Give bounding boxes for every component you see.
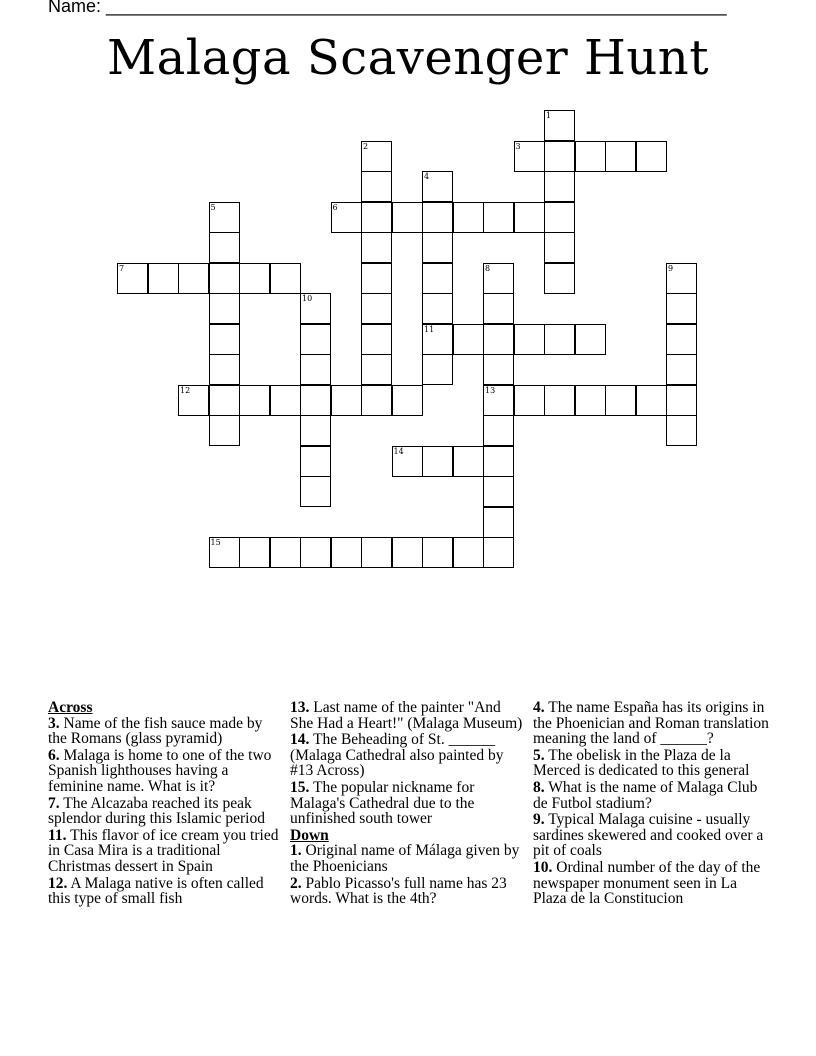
crossword-cell[interactable]: [361, 141, 392, 172]
clue-item: [290, 843, 526, 874]
clue-text: The popular nickname for Malaga's Cathedral due to the unfinished south tower: [290, 778, 475, 828]
crossword-cell[interactable]: [483, 415, 514, 446]
clue-number-label: 15.: [290, 778, 310, 796]
crossword-cell[interactable]: [514, 141, 545, 172]
clue-number-label: 1.: [290, 842, 302, 860]
crossword-cell[interactable]: [453, 446, 484, 477]
crossword-cell[interactable]: [422, 232, 453, 263]
crossword-cell[interactable]: [666, 293, 697, 324]
clue-text: What is the name of Malaga Club de Futbol stadium?: [533, 778, 758, 812]
crossword-cell[interactable]: [514, 324, 545, 355]
clue-number-label: 4.: [533, 699, 545, 716]
crossword-cell[interactable]: [239, 263, 270, 294]
name-field-label: Name: ______________________________________________________________: [48, 0, 727, 16]
crossword-cell[interactable]: [666, 354, 697, 385]
clue-item: [533, 700, 769, 747]
crossword-cell[interactable]: [148, 263, 179, 294]
crossword-cell[interactable]: [666, 263, 697, 294]
clue-number: 8: [485, 263, 491, 273]
clue-item: [533, 812, 769, 859]
clue-number-label: 13.: [290, 699, 310, 716]
crossword-cell[interactable]: [544, 324, 575, 355]
crossword-cell[interactable]: [483, 354, 514, 385]
crossword-cell[interactable]: [300, 293, 331, 324]
clue-number: 10: [302, 294, 313, 303]
clue-number-label: 8.: [533, 778, 545, 796]
crossword-cell[interactable]: [544, 232, 575, 263]
crossword-cell[interactable]: [483, 507, 514, 538]
crossword-cell[interactable]: [483, 385, 514, 416]
crossword-cell[interactable]: [544, 385, 575, 416]
clue-text: The obelisk in the Plaza de la Merced is dedicated to this general: [533, 746, 750, 780]
crossword-cell[interactable]: [361, 354, 392, 385]
crossword-cell[interactable]: [453, 537, 484, 568]
clue-text: Typical Malaga cuisine - usually sardines skewered and cooked over a pit of coals: [533, 811, 764, 860]
crossword-cell[interactable]: [392, 385, 423, 416]
clue-text: Last name of the painter "And She Had a Heart!" (Malaga Museum): [290, 699, 523, 732]
clue-number: 3: [515, 141, 521, 151]
clue-number: 14: [393, 446, 404, 456]
crossword-cell[interactable]: [422, 293, 453, 324]
clue-text: Ordinal number of the day of the newspaper monument seen in La Plaza de la Constitucion: [533, 858, 761, 908]
clue-number-label: 3.: [48, 714, 60, 732]
crossword-cell[interactable]: [209, 385, 240, 416]
crossword-cell[interactable]: [575, 385, 606, 416]
crossword-cell[interactable]: [178, 263, 209, 294]
crossword-cell[interactable]: [270, 385, 301, 416]
clue-number: 4: [424, 172, 430, 181]
clue-column-3: [533, 700, 769, 908]
crossword-cell[interactable]: [331, 202, 362, 233]
crossword-cell[interactable]: [209, 354, 240, 385]
crossword-cell[interactable]: [544, 202, 575, 233]
crossword-cell[interactable]: [392, 446, 423, 477]
crossword-cell[interactable]: [544, 110, 575, 141]
crossword-cell[interactable]: [270, 263, 301, 294]
crossword-cell[interactable]: [422, 171, 453, 202]
crossword-cell[interactable]: [575, 141, 606, 172]
crossword-cell[interactable]: [209, 263, 240, 294]
crossword-cell[interactable]: [331, 385, 362, 416]
crossword-cell[interactable]: [209, 537, 240, 568]
clue-number: 11: [424, 324, 435, 334]
crossword-cell[interactable]: [666, 324, 697, 355]
crossword-cell[interactable]: [209, 293, 240, 324]
clue-number-label: 2.: [290, 874, 302, 892]
clue-text: Original name of Málaga given by the Phoenicians: [290, 842, 520, 875]
crossword-cell[interactable]: [544, 141, 575, 172]
crossword-cell[interactable]: [666, 385, 697, 416]
crossword-cell[interactable]: [361, 171, 392, 202]
crossword-cell[interactable]: [178, 385, 209, 416]
clue-text: Name of the fish sauce made by the Romans (glass pyramid): [48, 714, 263, 748]
crossword-cell[interactable]: [239, 385, 270, 416]
crossword-cell[interactable]: [300, 324, 331, 355]
clue-item: [290, 780, 526, 827]
clue-number: 13: [485, 385, 496, 395]
across-heading: Across: [48, 699, 93, 716]
clue-item: [48, 828, 284, 875]
crossword-cell[interactable]: [300, 446, 331, 477]
clue-item: [533, 860, 769, 907]
clue-item: [48, 748, 284, 795]
clue-number-label: 5.: [533, 746, 545, 764]
crossword-cell[interactable]: [361, 202, 392, 233]
crossword-cell[interactable]: [209, 232, 240, 263]
clue-text: This flavor of ice cream you tried in Casa Mira is a traditional Christmas dessert in Spain: [48, 826, 279, 875]
crossword-cell[interactable]: [483, 293, 514, 324]
crossword-cell[interactable]: [422, 324, 453, 355]
clue-number-label: 12.: [48, 874, 68, 892]
crossword-cell[interactable]: [331, 537, 362, 568]
clue-text: The Beheading of St. ______ (Malaga Cathedral also painted by #13 Across): [290, 731, 504, 780]
crossword-cell[interactable]: [636, 141, 667, 172]
crossword-cell[interactable]: [300, 537, 331, 568]
crossword-cell[interactable]: [361, 293, 392, 324]
crossword-cell[interactable]: [361, 263, 392, 294]
clue-number: 12: [180, 385, 191, 395]
crossword-cell[interactable]: [483, 202, 514, 233]
crossword-cell[interactable]: [209, 324, 240, 355]
clue-text: Pablo Picasso's full name has 23 words. What is the 4th?: [290, 874, 507, 908]
crossword-cell[interactable]: [361, 232, 392, 263]
crossword-cell[interactable]: [117, 263, 148, 294]
crossword-cell[interactable]: [453, 324, 484, 355]
clue-item: [48, 876, 284, 907]
clue-number: 1: [546, 111, 552, 120]
clue-text: A Malaga native is often called this type of small fish: [48, 874, 264, 908]
crossword-cell[interactable]: [300, 354, 331, 385]
crossword-cell[interactable]: [514, 385, 545, 416]
clue-number-label: 14.: [290, 731, 310, 749]
crossword-cell[interactable]: [544, 171, 575, 202]
crossword-cell[interactable]: [209, 415, 240, 446]
clue-number-label: 10.: [533, 858, 553, 876]
crossword-cell[interactable]: [666, 415, 697, 446]
crossword-cell[interactable]: [209, 202, 240, 233]
clue-number: 9: [668, 263, 674, 273]
clue-number-label: 9.: [533, 811, 545, 829]
clue-item: [290, 700, 526, 731]
crossword-cell[interactable]: [392, 537, 423, 568]
clue-number: 15: [210, 538, 221, 547]
crossword-cell[interactable]: [361, 324, 392, 355]
page-title: Malaga Scavenger Hunt: [107, 30, 709, 86]
crossword-cell[interactable]: [483, 446, 514, 477]
crossword-cell[interactable]: [483, 476, 514, 507]
clue-item: [290, 732, 526, 779]
clue-column-1: [48, 700, 284, 908]
crossword-cell[interactable]: [544, 263, 575, 294]
clue-item: [48, 796, 284, 827]
crossword-cell[interactable]: [239, 537, 270, 568]
clue-number-label: 7.: [48, 794, 60, 812]
crossword-cell[interactable]: [300, 476, 331, 507]
clue-text: The Alcazaba reached its peak splendor during this Islamic period: [48, 794, 265, 828]
crossword-cell[interactable]: [483, 537, 514, 568]
crossword-cell[interactable]: [483, 263, 514, 294]
crossword-cell[interactable]: [422, 446, 453, 477]
crossword-cell[interactable]: [453, 202, 484, 233]
clue-item: [533, 748, 769, 779]
clue-item: [48, 716, 284, 747]
clue-number: 5: [210, 202, 216, 212]
clue-item: [533, 780, 769, 811]
clue-number: 7: [119, 263, 125, 273]
crossword-cell[interactable]: [605, 385, 636, 416]
crossword-cell[interactable]: [422, 537, 453, 568]
crossword-cell[interactable]: [422, 202, 453, 233]
crossword-cell[interactable]: [575, 324, 606, 355]
clue-number-label: 11.: [48, 826, 67, 844]
clue-text: Malaga is home to one of the two Spanish lighthouses having a feminine name. What is it?: [48, 746, 272, 795]
clue-item: [290, 876, 526, 907]
crossword-cell[interactable]: [483, 324, 514, 355]
crossword-cell[interactable]: [422, 354, 453, 385]
clue-number: 6: [332, 202, 338, 212]
down-heading: Down: [290, 826, 329, 844]
crossword-cell[interactable]: [300, 415, 331, 446]
crossword-cell[interactable]: [300, 385, 331, 416]
crossword-cell[interactable]: [270, 537, 301, 568]
clue-column-2: [290, 700, 526, 908]
clue-text: The name España has its origins in the Phoenician and Roman translation meaning the land of ______?: [533, 699, 769, 748]
crossword-cell[interactable]: [605, 141, 636, 172]
crossword-cell[interactable]: [514, 202, 545, 233]
crossword-cell[interactable]: [422, 263, 453, 294]
clue-number: 2: [363, 141, 369, 151]
crossword-cell[interactable]: [392, 202, 423, 233]
clue-number-label: 6.: [48, 746, 60, 764]
crossword-cell[interactable]: [361, 537, 392, 568]
crossword-cell[interactable]: [361, 385, 392, 416]
crossword-cell[interactable]: [636, 385, 667, 416]
